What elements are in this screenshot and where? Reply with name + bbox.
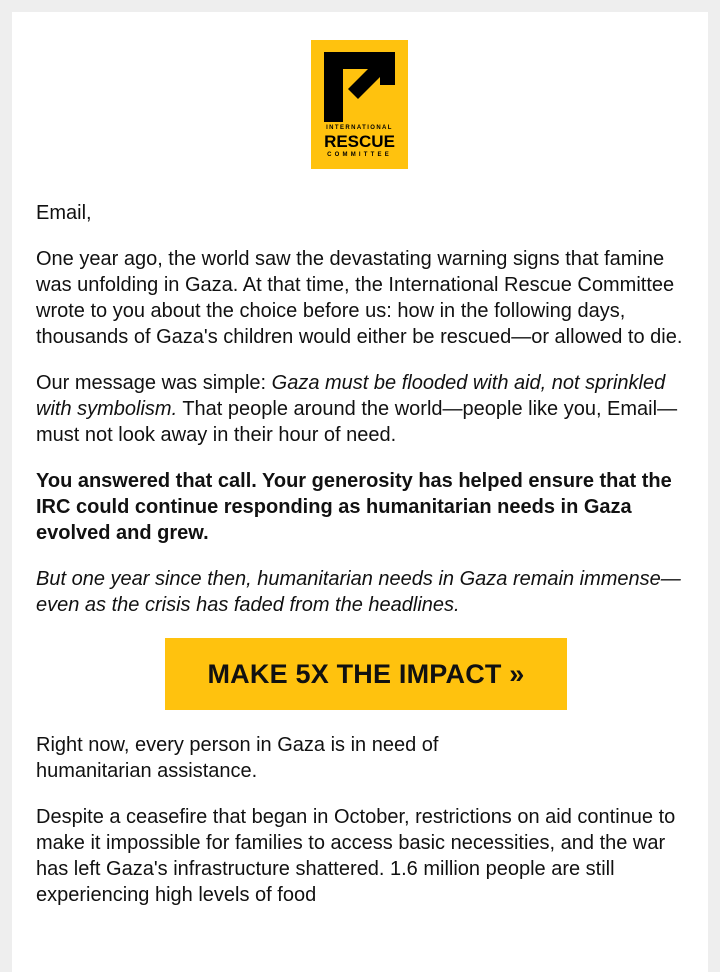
paragraph-warning: One year ago, the world saw the devastating warning signs that famine was unfolding in Gaza. At that time, the International Rescue Committee wrote to you about the choice before us: how in the following days, thousands of Gaza's children would either be rescued—or allowed to die. [36,248,683,348]
email-body [36,200,696,928]
logo-text-international: INTERNATIONAL [326,125,393,131]
paragraph-ceasefire: Despite a ceasefire that began in October, restrictions on aid continue to make it impossible for families to access basic necessities, and the war has left Gaza's infrastructure shattered. 1.6 million people are still experiencing high levels of food [36,806,676,906]
paragraph-thanks: You answered that call. Your generosity has helped ensure that the IRC could continue responding as humanitarian needs in Gaza evolved and grew. [36,470,672,544]
paragraph-right-now: Right now, every person in Gaza is in need of humanitarian assistance. [36,734,439,782]
paragraph-needs: But one year since then, humanitarian needs in Gaza remain immense—even as the crisis has faded from the headlines. [36,568,681,616]
cta-container [36,638,696,710]
message-intro: Our message was simple: [36,372,272,394]
message-quote: Gaza must be flooded with aid, not sprinkled with symbolism. [36,372,666,420]
irc-logo-icon [324,52,395,122]
message-rest: That people around the world—people like you, Email—must not look away in their hour of need. [36,398,678,446]
logo-text-committee: COMMITTEE [327,152,392,158]
email-card [12,12,708,972]
irc-logo[interactable] [311,40,408,169]
paragraph-message [36,370,696,448]
greeting: Email, [36,202,92,224]
logo-text-rescue: RESCUE [324,132,395,151]
make-impact-button[interactable]: MAKE 5X THE IMPACT » [165,638,567,710]
